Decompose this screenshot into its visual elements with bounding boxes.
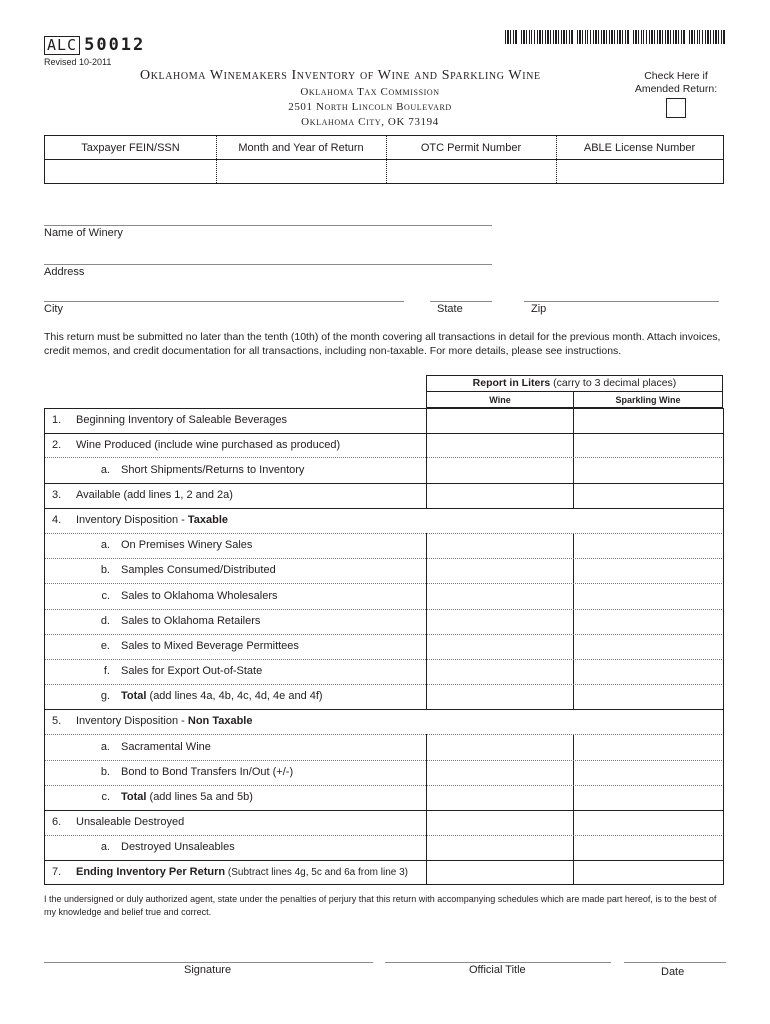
wine-entry-field[interactable] xyxy=(426,609,574,634)
line-number: 2. xyxy=(52,439,62,451)
line-description: Sales to Oklahoma Retailers xyxy=(121,615,261,627)
sub-line-letter: b. xyxy=(100,564,110,576)
row-divider xyxy=(44,709,724,710)
line-description: Unsaleable Destroyed xyxy=(76,816,185,828)
line-description: Total (add lines 5a and 5b) xyxy=(121,791,253,803)
wine-entry-field[interactable] xyxy=(426,785,574,810)
amended-return-label: Check Here if Amended Return: xyxy=(634,70,718,95)
agency-name: Oklahoma Tax Commission xyxy=(300,86,440,98)
amended-return-checkbox[interactable] xyxy=(666,98,686,118)
row-divider xyxy=(44,558,724,559)
official-title-field[interactable] xyxy=(385,962,611,963)
sub-line-letter: c. xyxy=(101,590,110,602)
line-number: 7. xyxy=(52,866,62,878)
agency-address: 2501 North Lincoln Boulevard xyxy=(288,101,452,113)
wine-entry-field[interactable] xyxy=(426,408,574,433)
line-sub-c-row xyxy=(44,583,724,609)
wine-entry-field[interactable] xyxy=(426,760,574,785)
line-description: Destroyed Unsaleables xyxy=(121,841,235,853)
revised-date: Revised 10-2011 xyxy=(44,57,112,67)
sparkling-entry-field[interactable] xyxy=(573,609,724,634)
wine-entry-field[interactable] xyxy=(426,860,574,885)
sparkling-entry-field[interactable] xyxy=(573,558,724,583)
signature-field[interactable] xyxy=(44,962,373,963)
sub-line-letter: e. xyxy=(100,640,110,652)
line-sub-b-row xyxy=(44,760,724,785)
form-title: Oklahoma Winemakers Inventory of Wine and Sparkling Wine xyxy=(140,68,541,83)
sparkling-column-header: Sparkling Wine xyxy=(573,392,723,408)
wine-entry-field[interactable] xyxy=(426,457,574,483)
signature-label: Signature xyxy=(184,964,232,976)
line-description: Sales to Oklahoma Wholesalers xyxy=(121,590,278,602)
row-divider xyxy=(44,684,724,685)
wine-entry-field[interactable] xyxy=(426,634,574,659)
line-description: Available (add lines 1, 2 and 2a) xyxy=(76,489,233,501)
wine-entry-field[interactable] xyxy=(426,583,574,609)
line-description: Total (add lines 4a, 4b, 4c, 4d, 4e and 4f) xyxy=(121,690,323,702)
sub-line-letter: d. xyxy=(100,615,110,627)
taxpayer-id-table xyxy=(44,135,724,184)
sub-line-letter: a. xyxy=(100,539,110,551)
zip-label: Zip xyxy=(531,303,547,315)
line-sub-a-row xyxy=(44,734,724,760)
date-field[interactable] xyxy=(624,962,726,963)
row-divider xyxy=(44,659,724,660)
wine-column-header: Wine xyxy=(426,392,574,408)
line-description: Wine Produced (include wine purchased as produced) xyxy=(76,439,341,451)
row-divider xyxy=(44,785,724,786)
line-sub-a-row xyxy=(44,533,724,558)
city-field[interactable] xyxy=(44,301,404,302)
sparkling-entry-field[interactable] xyxy=(573,533,724,558)
address-label: Address xyxy=(44,266,85,278)
wine-entry-field[interactable] xyxy=(426,684,574,709)
sub-line-letter: c. xyxy=(101,791,110,803)
attestation-statement: I the undersigned or duly authorized agent, state under the penalties of perjury that this return with accompanying schedules which are made part hereof, is to the best of my knowledge and belief true and correct. xyxy=(44,894,717,917)
line-number: 1. xyxy=(52,414,62,426)
line-description: On Premises Winery Sales xyxy=(121,539,253,551)
sparkling-entry-field[interactable] xyxy=(573,583,724,609)
otc-permit-header: OTC Permit Number xyxy=(386,136,556,160)
sparkling-entry-field[interactable] xyxy=(573,810,724,835)
line-sub-e-row xyxy=(44,634,724,659)
row-divider xyxy=(44,508,724,509)
line-number: 5. xyxy=(52,715,62,727)
sub-line-letter: g. xyxy=(100,690,110,702)
sparkling-entry-field[interactable] xyxy=(573,734,724,760)
line-6-row xyxy=(44,810,724,835)
city-label: City xyxy=(44,303,63,315)
sparkling-entry-field[interactable] xyxy=(573,433,724,457)
sub-line-letter: b. xyxy=(100,766,110,778)
sparkling-entry-field[interactable] xyxy=(573,634,724,659)
row-divider xyxy=(44,734,724,735)
row-divider xyxy=(44,533,724,534)
sparkling-entry-field[interactable] xyxy=(573,684,724,709)
winery-name-field[interactable] xyxy=(44,225,492,226)
wine-entry-field[interactable] xyxy=(426,835,574,860)
form-number: 50012 xyxy=(84,35,146,55)
able-license-field[interactable] xyxy=(556,160,723,183)
line-4-row xyxy=(44,508,724,533)
row-divider xyxy=(44,609,724,610)
line-description: Ending Inventory Per Return (Subtract lines 4g, 5c and 6a from line 3) xyxy=(76,866,409,878)
line-description: Inventory Disposition - Non Taxable xyxy=(76,715,253,727)
row-divider xyxy=(44,760,724,761)
line-sub-a-row xyxy=(44,835,724,860)
row-divider xyxy=(44,583,724,584)
wine-entry-field[interactable] xyxy=(426,810,574,835)
line-description: Samples Consumed/Distributed xyxy=(121,564,276,576)
wine-entry-field[interactable] xyxy=(426,659,574,684)
line-sub-a-row xyxy=(44,457,724,483)
line-sub-b-row xyxy=(44,558,724,583)
line-description: Sales for Export Out-of-State xyxy=(121,665,263,677)
month-year-field[interactable] xyxy=(216,160,386,183)
wine-entry-field[interactable] xyxy=(426,533,574,558)
sparkling-entry-field[interactable] xyxy=(573,659,724,684)
line-description: Short Shipments/Returns to Inventory xyxy=(121,464,305,476)
line-sub-d-row xyxy=(44,609,724,634)
line-number: 6. xyxy=(52,816,62,828)
line-description: Bond to Bond Transfers In/Out (+/-) xyxy=(121,766,294,778)
sub-line-letter: f. xyxy=(103,665,110,677)
row-divider xyxy=(44,810,724,811)
wine-entry-field[interactable] xyxy=(426,558,574,583)
date-label: Date xyxy=(661,966,685,978)
fein-field[interactable] xyxy=(45,160,216,183)
sub-line-letter: a. xyxy=(100,841,110,853)
address-field[interactable] xyxy=(44,264,492,265)
wine-entry-field[interactable] xyxy=(426,483,574,508)
fein-header: Taxpayer FEIN/SSN xyxy=(45,136,216,160)
sparkling-entry-field[interactable] xyxy=(573,457,724,483)
able-license-header: ABLE License Number xyxy=(556,136,723,160)
sparkling-entry-field[interactable] xyxy=(573,408,724,433)
line-sub-f-row xyxy=(44,659,724,684)
line-sub-c-row xyxy=(44,785,724,810)
line-7-row xyxy=(44,860,724,885)
month-year-header: Month and Year of Return xyxy=(216,136,386,160)
line-2-row xyxy=(44,433,724,457)
sparkling-entry-field[interactable] xyxy=(573,860,724,885)
sparkling-entry-field[interactable] xyxy=(573,483,724,508)
official-title-label: Official Title xyxy=(469,964,526,976)
row-divider xyxy=(44,860,724,861)
wine-entry-field[interactable] xyxy=(426,734,574,760)
wine-entry-field[interactable] xyxy=(426,433,574,457)
report-units-header: Report in Liters (carry to 3 decimal places) xyxy=(426,375,723,392)
state-field[interactable] xyxy=(430,301,492,302)
line-description: Beginning Inventory of Saleable Beverages xyxy=(76,414,287,426)
row-divider xyxy=(44,835,724,836)
line-5-row xyxy=(44,709,724,734)
form-id xyxy=(44,35,145,55)
sub-line-letter: a. xyxy=(100,741,110,753)
line-description: Sales to Mixed Beverage Permittees xyxy=(121,640,299,652)
line-sub-g-row xyxy=(44,684,724,709)
row-divider xyxy=(44,483,724,484)
row-divider xyxy=(44,634,724,635)
filing-notice: This return must be submitted no later than the tenth (10th) of the month covering all transactions in detail for the previous month. Attach invoices, credit memos, and credit documentation for all transactions, including non-taxable. For more details, please see instructions. xyxy=(44,331,721,357)
line-number: 4. xyxy=(52,514,62,526)
agency-city: Oklahoma City, OK 73194 xyxy=(301,116,439,128)
sparkling-entry-field[interactable] xyxy=(573,760,724,785)
line-3-row xyxy=(44,483,724,508)
line-description: Sacramental Wine xyxy=(121,741,211,753)
sparkling-entry-field[interactable] xyxy=(573,835,724,860)
line-number: 3. xyxy=(52,489,62,501)
sub-line-letter: a. xyxy=(100,464,110,476)
line-description: Inventory Disposition - Taxable xyxy=(76,514,229,526)
form-prefix: ALC xyxy=(44,36,80,55)
zip-field[interactable] xyxy=(524,301,719,302)
winery-name-label: Name of Winery xyxy=(44,227,123,239)
row-divider xyxy=(44,457,724,458)
state-label: State xyxy=(437,303,463,315)
sparkling-entry-field[interactable] xyxy=(573,785,724,810)
row-divider xyxy=(44,433,724,434)
otc-permit-field[interactable] xyxy=(386,160,556,183)
line-1-row xyxy=(44,408,724,433)
